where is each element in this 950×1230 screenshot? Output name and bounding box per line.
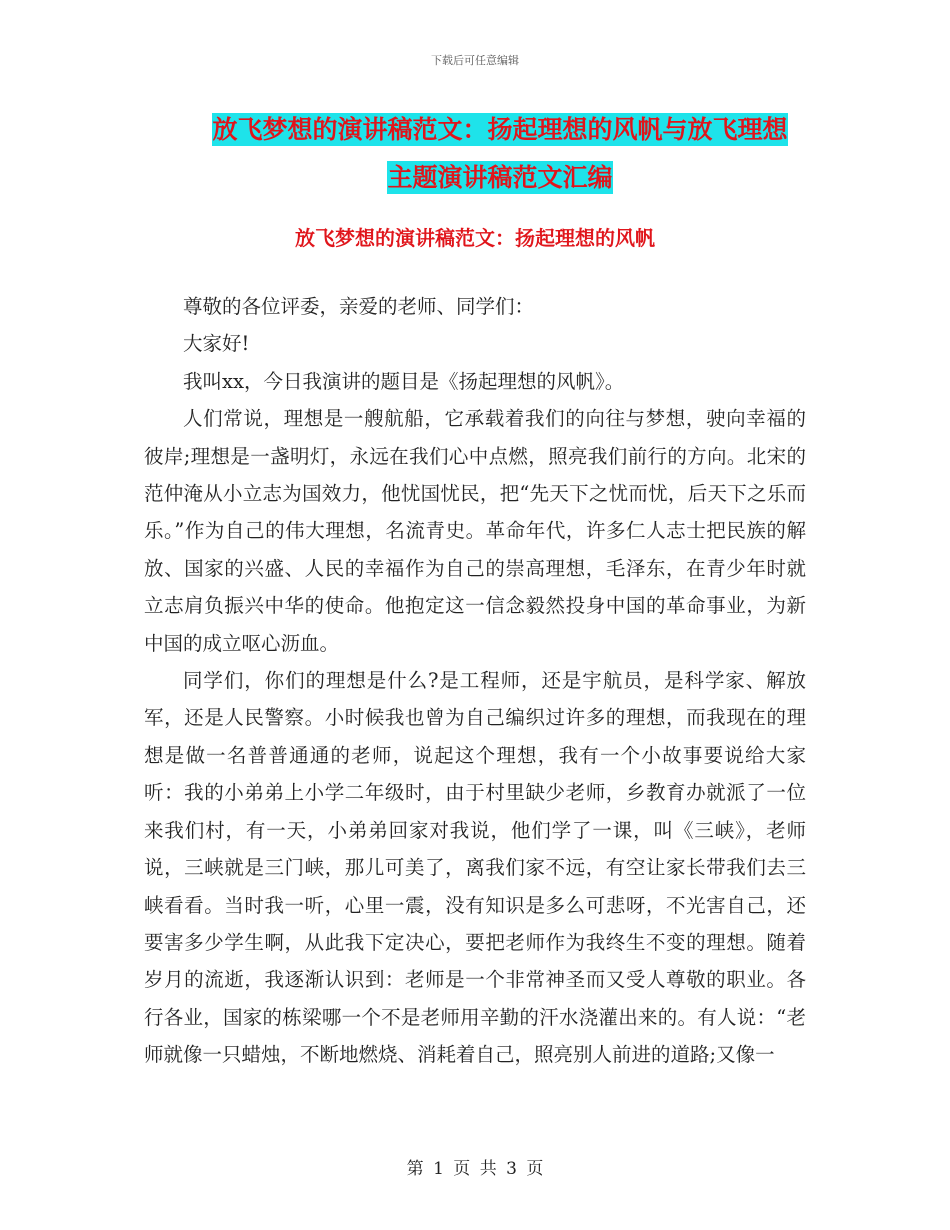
paragraph-greeting: 大家好! — [183, 332, 250, 356]
body-text — [144, 288, 806, 1074]
paragraph-body-1: 人们常说，理想是一艘航船，它承载着我们的向往与梦想，驶向幸福的彼岸;理想是一盏明灯，永远在我们心中点燃，照亮我们前行的方向。北宋的范仲淹从小立志为国效力，他忧国忧民，把“先天下之忧而忧，后天下之乐而乐。”作为自己的伟大理想，名流青史。革命年代，许多仁人志士把民族的解放、国家的兴盛、人民的幸福作为自己的崇高理想，毛泽东，在青少年时就立志肩负振兴中华的使命。他抱定这一信念毅然投身中国的革命事业，为新中国的成立呕心沥血。 — [144, 407, 806, 655]
page-footer: 第 1 页 共 3 页 — [406, 1159, 544, 1179]
document-title — [150, 106, 850, 202]
section-title: 放飞梦想的演讲稿范文：扬起理想的风帆 — [295, 226, 655, 250]
title-line-1: 放飞梦想的演讲稿范文：扬起理想的风帆与放飞理想 — [212, 115, 788, 144]
header-note: 下载后可任意编辑 — [431, 54, 519, 67]
title-line-2: 主题演讲稿范文汇编 — [387, 163, 613, 192]
paragraph-body-2: 同学们，你们的理想是什么?是工程师，还是宇航员，是科学家、解放军，还是人民警察。小时候我也曾为自己编织过许多的理想，而我现在的理想是做一名普普通通的老师，说起这个理想，我有一个小故事要说给大家听：我的小弟弟上小学二年级时，由于村里缺少老师，乡教育办就派了一位来我们村，有一天，小弟弟回家对我说，他们学了一课，叫《三峡》，老师说，三峡就是三门峡，那儿可美了，离我们家不远，有空让家长带我们去三峡看看。当时我一听，心里一震，没有知识是多么可悲呀，不光害自己，还要害多少学生啊，从此我下定决心，要把老师作为我终生不变的理想。随着岁月的流逝，我逐渐认识到：老师是一个非常神圣而又受人尊敬的职业。各行各业，国家的栋梁哪一个不是老师用辛勤的汗水浇灌出来的。有人说：“老师就像一只蜡烛，不断地燃烧、消耗着自己，照亮别人前进的道路;又像一 — [144, 669, 806, 1067]
paragraph-intro: 我叫xx，今日我演讲的题目是《扬起理想的风帆》。 — [183, 369, 625, 393]
paragraph-salutation: 尊敬的各位评委，亲爱的老师、同学们： — [183, 295, 535, 318]
